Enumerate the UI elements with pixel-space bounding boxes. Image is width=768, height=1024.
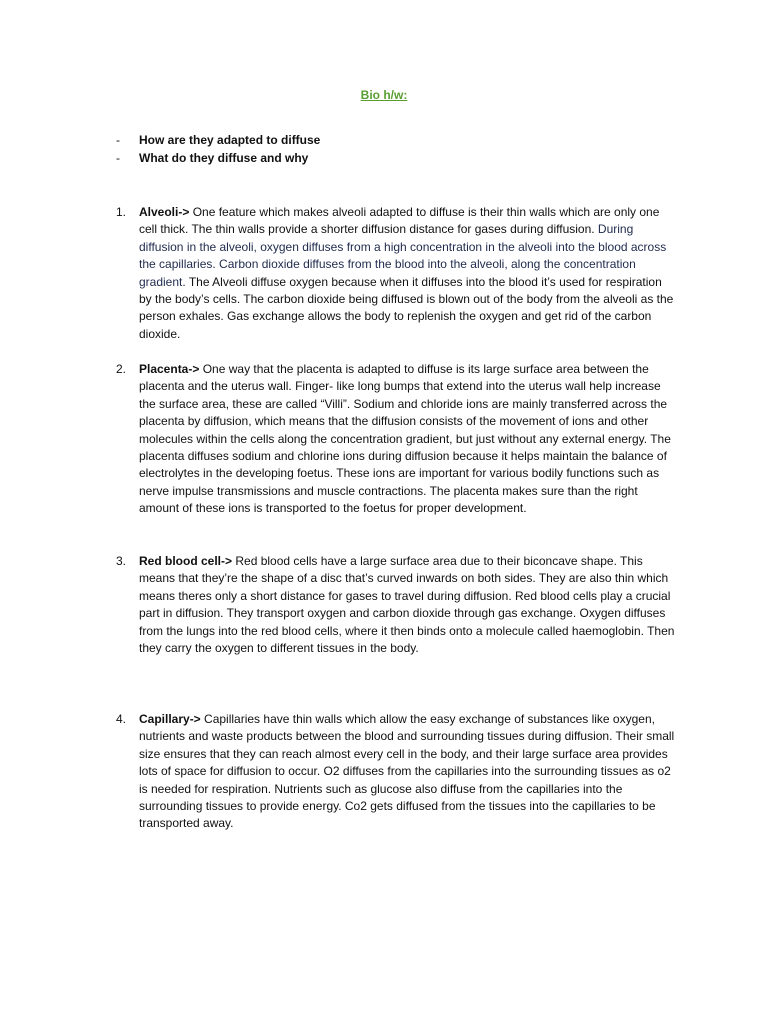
answer-item-alveoli	[116, 204, 676, 343]
item-text: One way that the placenta is adapted to diffuse is its large surface area between the placenta and the uterus wall. Finger- like long bumps that extend into the uterus wall help increase the surface area, these are called “Villi”. Sodium and chloride ions are mainly transferred across the placenta by diffusion, which means that the diffusion consists of the movement of ions and other molecules within the cells along the concentration gradient, but just without any external energy. The placenta diffuses sodium and chlorine ions during diffusion because it helps maintain the balance of electrolytes in the developing foetus. These ions are important for various bodily functions such as nerve impulse transmissions and muscle contractions. The placenta makes sure than the right amount of these ions is transported to the foetus for proper development.	[139, 362, 671, 516]
item-heading: Red blood cell->	[139, 554, 233, 568]
item-text: The Alveoli diffuse oxygen because when it diffuses into the blood it’s used for respiration by the body’s cells. The carbon dioxide being diffused is blown out of the body from the alveoli as the person exhales. Gas exchange allows the body to replenish the oxygen and get rid of the carbon dioxide.	[139, 274, 674, 341]
item-body	[139, 361, 676, 518]
item-heading: Placenta->	[139, 362, 200, 376]
item-body	[139, 553, 676, 657]
item-text: Red blood cells have a large surface area due to their biconcave shape. This means that they’re the shape of a disc that’s curved inwards on both sides. They are also thin which means theres only a short distance for gases to travel during diffusion. Red blood cells play a crucial part in diffusion. They transport oxygen and carbon dioxide through gas exchange. Oxygen diffuses from the lungs into the red blood cells, where it then binds onto a molecule called haemoglobin. Then they carry the oxygen to different tissues in the body.	[139, 554, 675, 656]
answer-item-capillary	[116, 711, 676, 833]
item-text-highlight: During diffusion in the alveoli, oxygen diffuses from a high concentration in the alveoli into the blood across the capillaries. Carbon dioxide diffuses from the blood into the alveoli, along the concentration gradient.	[139, 222, 667, 289]
question-list	[116, 132, 320, 167]
item-number: 4.	[116, 712, 127, 726]
item-body	[139, 204, 676, 343]
question-item	[116, 150, 320, 168]
question-item	[116, 132, 320, 150]
item-number: 2.	[116, 362, 127, 376]
item-text: One feature which makes alveoli adapted to diffuse is their thin walls which are only one cell thick. The thin walls provide a shorter diffusion distance for gases during diffusion.	[139, 205, 660, 237]
item-body	[139, 711, 676, 833]
answer-item-red-blood-cell	[116, 553, 676, 657]
item-text: Capillaries have thin walls which allow the easy exchange of substances like oxygen, nutrients and waste products between the blood and surrounding tissues during diffusion. Their small size ensures that they can reach almost every cell in the body, and their large surface area provides lots of space for diffusion to occur. O2 diffuses from the capillaries into the surrounding tissues as o2 is needed for respiration. Nutrients such as glucose also diffuse from the capillaries into the surrounding tissues to provide energy. Co2 gets diffused from the tissues into the capillaries to be transported away.	[139, 712, 675, 831]
document-title: Bio h/w:	[360, 88, 408, 102]
bullet-dash: -	[116, 133, 120, 147]
question-text: What do they diffuse and why	[139, 150, 309, 165]
question-text: How are they adapted to diffuse	[139, 133, 321, 147]
item-heading: Capillary->	[139, 712, 201, 726]
answer-item-placenta	[116, 361, 676, 518]
bullet-dash: -	[116, 150, 120, 165]
item-heading: Alveoli->	[139, 205, 190, 219]
item-number: 3.	[116, 554, 127, 568]
item-number: 1.	[116, 205, 127, 219]
